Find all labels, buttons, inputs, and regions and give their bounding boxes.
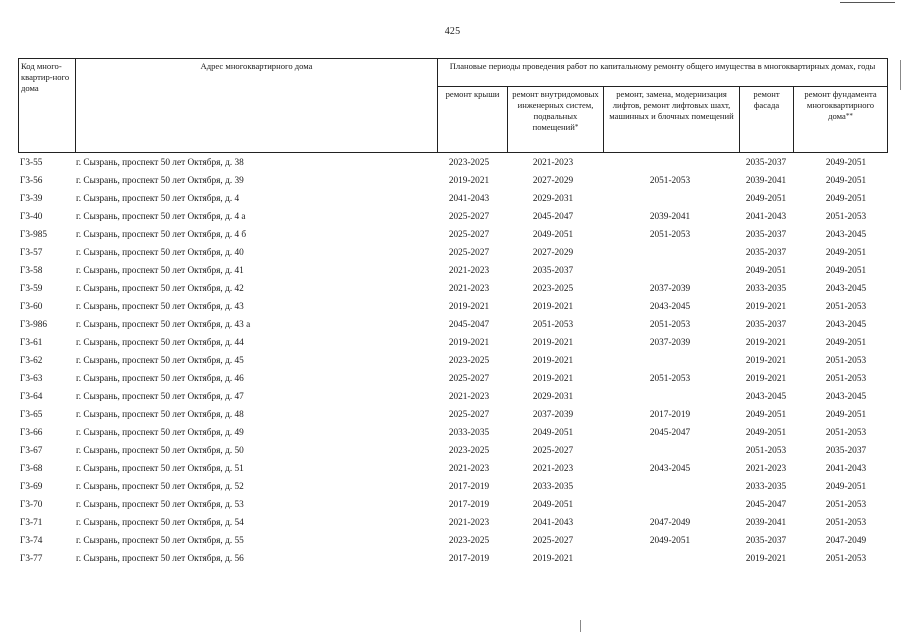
- cell-foundation: 2043-2045: [825, 230, 867, 240]
- cell-address: г. Сызрань, проспект 50 лет Октября, д. 43 а: [76, 320, 251, 330]
- cell-address: г. Сызрань, проспект 50 лет Октября, д. 39: [76, 176, 244, 186]
- table-row: [18, 157, 887, 175]
- cell-code: Г3-56: [20, 176, 43, 186]
- table-row: [18, 283, 887, 301]
- table-row: [18, 355, 887, 373]
- cell-lift: 2039-2041: [649, 212, 691, 222]
- cell-facade: 2019-2021: [745, 374, 787, 384]
- cell-roof: 2033-2035: [448, 428, 490, 438]
- cell-engineering: 2023-2025: [532, 284, 574, 294]
- cell-facade: 2019-2021: [745, 554, 787, 564]
- cell-address: г. Сызрань, проспект 50 лет Октября, д. 53: [76, 500, 244, 510]
- cell-lift: 2043-2045: [649, 464, 691, 474]
- cell-address: г. Сызрань, проспект 50 лет Октября, д. 44: [76, 338, 244, 348]
- cell-facade: 2019-2021: [745, 356, 787, 366]
- cell-roof: 2041-2043: [448, 194, 490, 204]
- cell-lift: 2047-2049: [649, 518, 691, 528]
- cell-address: г. Сызрань, проспект 50 лет Октября, д. 49: [76, 428, 244, 438]
- cell-roof: 2025-2027: [448, 248, 490, 258]
- table-header: [18, 58, 888, 153]
- cell-code: Г3-74: [20, 536, 43, 546]
- cell-engineering: 2037-2039: [532, 410, 574, 420]
- cell-engineering: 2033-2035: [532, 482, 574, 492]
- cell-engineering: 2019-2021: [532, 338, 574, 348]
- cell-foundation: 2051-2053: [825, 500, 867, 510]
- cell-foundation: 2049-2051: [825, 248, 867, 258]
- cell-lift: 2037-2039: [649, 338, 691, 348]
- cell-lift: 2045-2047: [649, 428, 691, 438]
- cell-engineering: 2045-2047: [532, 212, 574, 222]
- cell-engineering: 2025-2027: [532, 446, 574, 456]
- cell-address: г. Сызрань, проспект 50 лет Октября, д. 4 б: [76, 230, 247, 240]
- table-row: [18, 427, 887, 445]
- cell-engineering: 2019-2021: [532, 374, 574, 384]
- header-foundation: [794, 87, 888, 153]
- cell-code: Г3-64: [20, 392, 43, 402]
- cell-facade: 2021-2023: [745, 464, 787, 474]
- cell-address: г. Сызрань, проспект 50 лет Октября, д. 50: [76, 446, 244, 456]
- cell-roof: 2023-2025: [448, 158, 490, 168]
- cell-foundation: 2051-2053: [825, 554, 867, 564]
- cell-roof: 2021-2023: [448, 518, 490, 528]
- cell-code: Г3-65: [20, 410, 43, 420]
- cell-foundation: 2049-2051: [825, 176, 867, 186]
- cell-roof: 2017-2019: [448, 482, 490, 492]
- table-row: [18, 553, 887, 571]
- cell-address: г. Сызрань, проспект 50 лет Октября, д. 45: [76, 356, 244, 366]
- cell-roof: 2019-2021: [448, 338, 490, 348]
- cell-engineering: 2049-2051: [532, 230, 574, 240]
- cell-foundation: 2051-2053: [825, 356, 867, 366]
- table-row: [18, 211, 887, 229]
- cell-facade: 2033-2035: [745, 482, 787, 492]
- cell-engineering: 2021-2023: [532, 464, 574, 474]
- cell-address: г. Сызрань, проспект 50 лет Октября, д. 56: [76, 554, 244, 564]
- cell-foundation: 2051-2053: [825, 518, 867, 528]
- cell-roof: 2019-2021: [448, 302, 490, 312]
- cell-address: г. Сызрань, проспект 50 лет Октября, д. 38: [76, 158, 244, 168]
- header-engineering-mark: *: [574, 123, 579, 131]
- table-row: [18, 265, 887, 283]
- cell-address: г. Сызрань, проспект 50 лет Октября, д. 54: [76, 518, 244, 528]
- cell-code: Г3-66: [20, 428, 43, 438]
- cell-facade: 2049-2051: [745, 410, 787, 420]
- cell-foundation: 2041-2043: [825, 464, 867, 474]
- cell-roof: 2023-2025: [448, 356, 490, 366]
- cell-address: г. Сызрань, проспект 50 лет Октября, д. 40: [76, 248, 244, 258]
- cell-foundation: 2051-2053: [825, 212, 867, 222]
- cell-address: г. Сызрань, проспект 50 лет Октября, д. 42: [76, 284, 244, 294]
- table-body: [18, 157, 887, 571]
- cell-roof: 2023-2025: [448, 446, 490, 456]
- cell-roof: 2021-2023: [448, 464, 490, 474]
- cell-engineering: 2019-2021: [532, 554, 574, 564]
- cell-roof: 2017-2019: [448, 554, 490, 564]
- cell-facade: 2039-2041: [745, 176, 787, 186]
- cell-address: г. Сызрань, проспект 50 лет Октября, д. 52: [76, 482, 244, 492]
- cell-roof: 2025-2027: [448, 410, 490, 420]
- cell-engineering: 2035-2037: [532, 266, 574, 276]
- cell-lift: 2017-2019: [649, 410, 691, 420]
- cell-engineering: 2019-2021: [532, 356, 574, 366]
- cell-code: Г3-55: [20, 158, 43, 168]
- cell-roof: 2021-2023: [448, 392, 490, 402]
- cell-facade: 2039-2041: [745, 518, 787, 528]
- cell-foundation: 2043-2045: [825, 392, 867, 402]
- header-lift: ремонт, замена, модернизация лифтов, ремонт лифтовых шахт, машинных и блочных помещений: [604, 87, 740, 153]
- table-row: [18, 337, 887, 355]
- table-row: [18, 175, 887, 193]
- header-foundation-text: ремонт фундамента многоквартирного дома: [804, 89, 877, 121]
- cell-code: Г3-68: [20, 464, 43, 474]
- header-code: Код много-квартир-ного дома: [19, 59, 76, 153]
- cell-facade: 2051-2053: [745, 446, 787, 456]
- cell-foundation: 2049-2051: [825, 194, 867, 204]
- cell-foundation: 2047-2049: [825, 536, 867, 546]
- table-row: [18, 373, 887, 391]
- table-row: [18, 301, 887, 319]
- cell-foundation: 2043-2045: [825, 320, 867, 330]
- cell-facade: 2035-2037: [745, 320, 787, 330]
- cell-address: г. Сызрань, проспект 50 лет Октября, д. 48: [76, 410, 244, 420]
- cell-roof: 2023-2025: [448, 536, 490, 546]
- cell-facade: 2045-2047: [745, 500, 787, 510]
- cell-engineering: 2027-2029: [532, 176, 574, 186]
- cell-code: Г3-57: [20, 248, 43, 258]
- cell-engineering: 2049-2051: [532, 500, 574, 510]
- header-facade: ремонт фасада: [740, 87, 794, 153]
- cell-engineering: 2049-2051: [532, 428, 574, 438]
- table-row: [18, 445, 887, 463]
- cell-foundation: 2049-2051: [825, 158, 867, 168]
- cell-roof: 2045-2047: [448, 320, 490, 330]
- cell-foundation: 2049-2051: [825, 482, 867, 492]
- cell-engineering: 2041-2043: [532, 518, 574, 528]
- table-row: [18, 535, 887, 553]
- cell-foundation: 2051-2053: [825, 374, 867, 384]
- cell-facade: 2035-2037: [745, 536, 787, 546]
- cell-facade: 2035-2037: [745, 158, 787, 168]
- table-row: [18, 391, 887, 409]
- cell-code: Г3-61: [20, 338, 43, 348]
- table-row: [18, 463, 887, 481]
- cell-code: Г3-67: [20, 446, 43, 456]
- cell-lift: 2051-2053: [649, 374, 691, 384]
- cell-address: г. Сызрань, проспект 50 лет Октября, д. 55: [76, 536, 244, 546]
- cell-facade: 2019-2021: [745, 302, 787, 312]
- cell-facade: 2049-2051: [745, 194, 787, 204]
- table-row: [18, 517, 887, 535]
- cell-address: г. Сызрань, проспект 50 лет Октября, д. 47: [76, 392, 244, 402]
- header-engineering: [508, 87, 604, 153]
- cell-roof: 2017-2019: [448, 500, 490, 510]
- cell-foundation: 2049-2051: [825, 338, 867, 348]
- cell-engineering: 2029-2031: [532, 392, 574, 402]
- table-row: [18, 229, 887, 247]
- header-foundation-mark: **: [845, 112, 853, 120]
- cell-code: Г3-986: [20, 320, 48, 330]
- header-periods: Плановые периоды проведения работ по капитальному ремонту общего имущества в многоквартирных домах, годы: [438, 59, 888, 87]
- cell-code: Г3-63: [20, 374, 43, 384]
- cell-facade: 2035-2037: [745, 248, 787, 258]
- cell-engineering: 2025-2027: [532, 536, 574, 546]
- cell-engineering: 2051-2053: [532, 320, 574, 330]
- table-row: [18, 409, 887, 427]
- cell-facade: 2033-2035: [745, 284, 787, 294]
- cell-roof: 2021-2023: [448, 284, 490, 294]
- cell-foundation: 2051-2053: [825, 302, 867, 312]
- cell-address: г. Сызрань, проспект 50 лет Октября, д. 4 а: [76, 212, 246, 222]
- cell-roof: 2025-2027: [448, 374, 490, 384]
- cell-roof: 2021-2023: [448, 266, 490, 276]
- cell-address: г. Сызрань, проспект 50 лет Октября, д. 4: [76, 194, 240, 204]
- cell-code: Г3-71: [20, 518, 43, 528]
- cell-foundation: 2051-2053: [825, 428, 867, 438]
- cell-facade: 2049-2051: [745, 266, 787, 276]
- cell-engineering: 2027-2029: [532, 248, 574, 258]
- cell-roof: 2025-2027: [448, 230, 490, 240]
- bottom-mark: [580, 620, 581, 632]
- cell-code: Г3-77: [20, 554, 43, 564]
- right-edge-mark: [900, 60, 901, 90]
- cell-address: г. Сызрань, проспект 50 лет Октября, д. 43: [76, 302, 244, 312]
- cell-code: Г3-985: [20, 230, 48, 240]
- table-row: [18, 193, 887, 211]
- cell-roof: 2025-2027: [448, 212, 490, 222]
- cell-lift: 2051-2053: [649, 320, 691, 330]
- cell-foundation: 2035-2037: [825, 446, 867, 456]
- cell-address: г. Сызрань, проспект 50 лет Октября, д. 41: [76, 266, 244, 276]
- cell-code: Г3-39: [20, 194, 43, 204]
- cell-code: Г3-40: [20, 212, 43, 222]
- cell-lift: 2037-2039: [649, 284, 691, 294]
- cell-lift: 2049-2051: [649, 536, 691, 546]
- header-address: Адрес многоквартирного дома: [76, 59, 438, 153]
- cell-address: г. Сызрань, проспект 50 лет Октября, д. 46: [76, 374, 244, 384]
- cell-code: Г3-62: [20, 356, 43, 366]
- table-row: [18, 481, 887, 499]
- cell-engineering: 2019-2021: [532, 302, 574, 312]
- cell-address: г. Сызрань, проспект 50 лет Октября, д. 51: [76, 464, 244, 474]
- cell-engineering: 2021-2023: [532, 158, 574, 168]
- cell-foundation: 2049-2051: [825, 266, 867, 276]
- table-row: [18, 319, 887, 337]
- header-roof: ремонт крыши: [438, 87, 508, 153]
- cell-code: Г3-60: [20, 302, 43, 312]
- cell-facade: 2019-2021: [745, 338, 787, 348]
- cell-roof: 2019-2021: [448, 176, 490, 186]
- cell-lift: 2043-2045: [649, 302, 691, 312]
- corner-line: [840, 2, 895, 3]
- cell-facade: 2035-2037: [745, 230, 787, 240]
- cell-code: Г3-70: [20, 500, 43, 510]
- cell-code: Г3-69: [20, 482, 43, 492]
- cell-foundation: 2043-2045: [825, 284, 867, 294]
- table-row: [18, 247, 887, 265]
- page-number: 425: [444, 26, 461, 37]
- cell-lift: 2051-2053: [649, 176, 691, 186]
- cell-facade: 2049-2051: [745, 428, 787, 438]
- cell-code: Г3-58: [20, 266, 43, 276]
- cell-facade: 2041-2043: [745, 212, 787, 222]
- header-engineering-text: ремонт внутридомовых инженерных систем, подвальных помещений: [512, 89, 599, 132]
- cell-facade: 2043-2045: [745, 392, 787, 402]
- cell-engineering: 2029-2031: [532, 194, 574, 204]
- cell-lift: 2051-2053: [649, 230, 691, 240]
- cell-foundation: 2049-2051: [825, 410, 867, 420]
- cell-code: Г3-59: [20, 284, 43, 294]
- table-row: [18, 499, 887, 517]
